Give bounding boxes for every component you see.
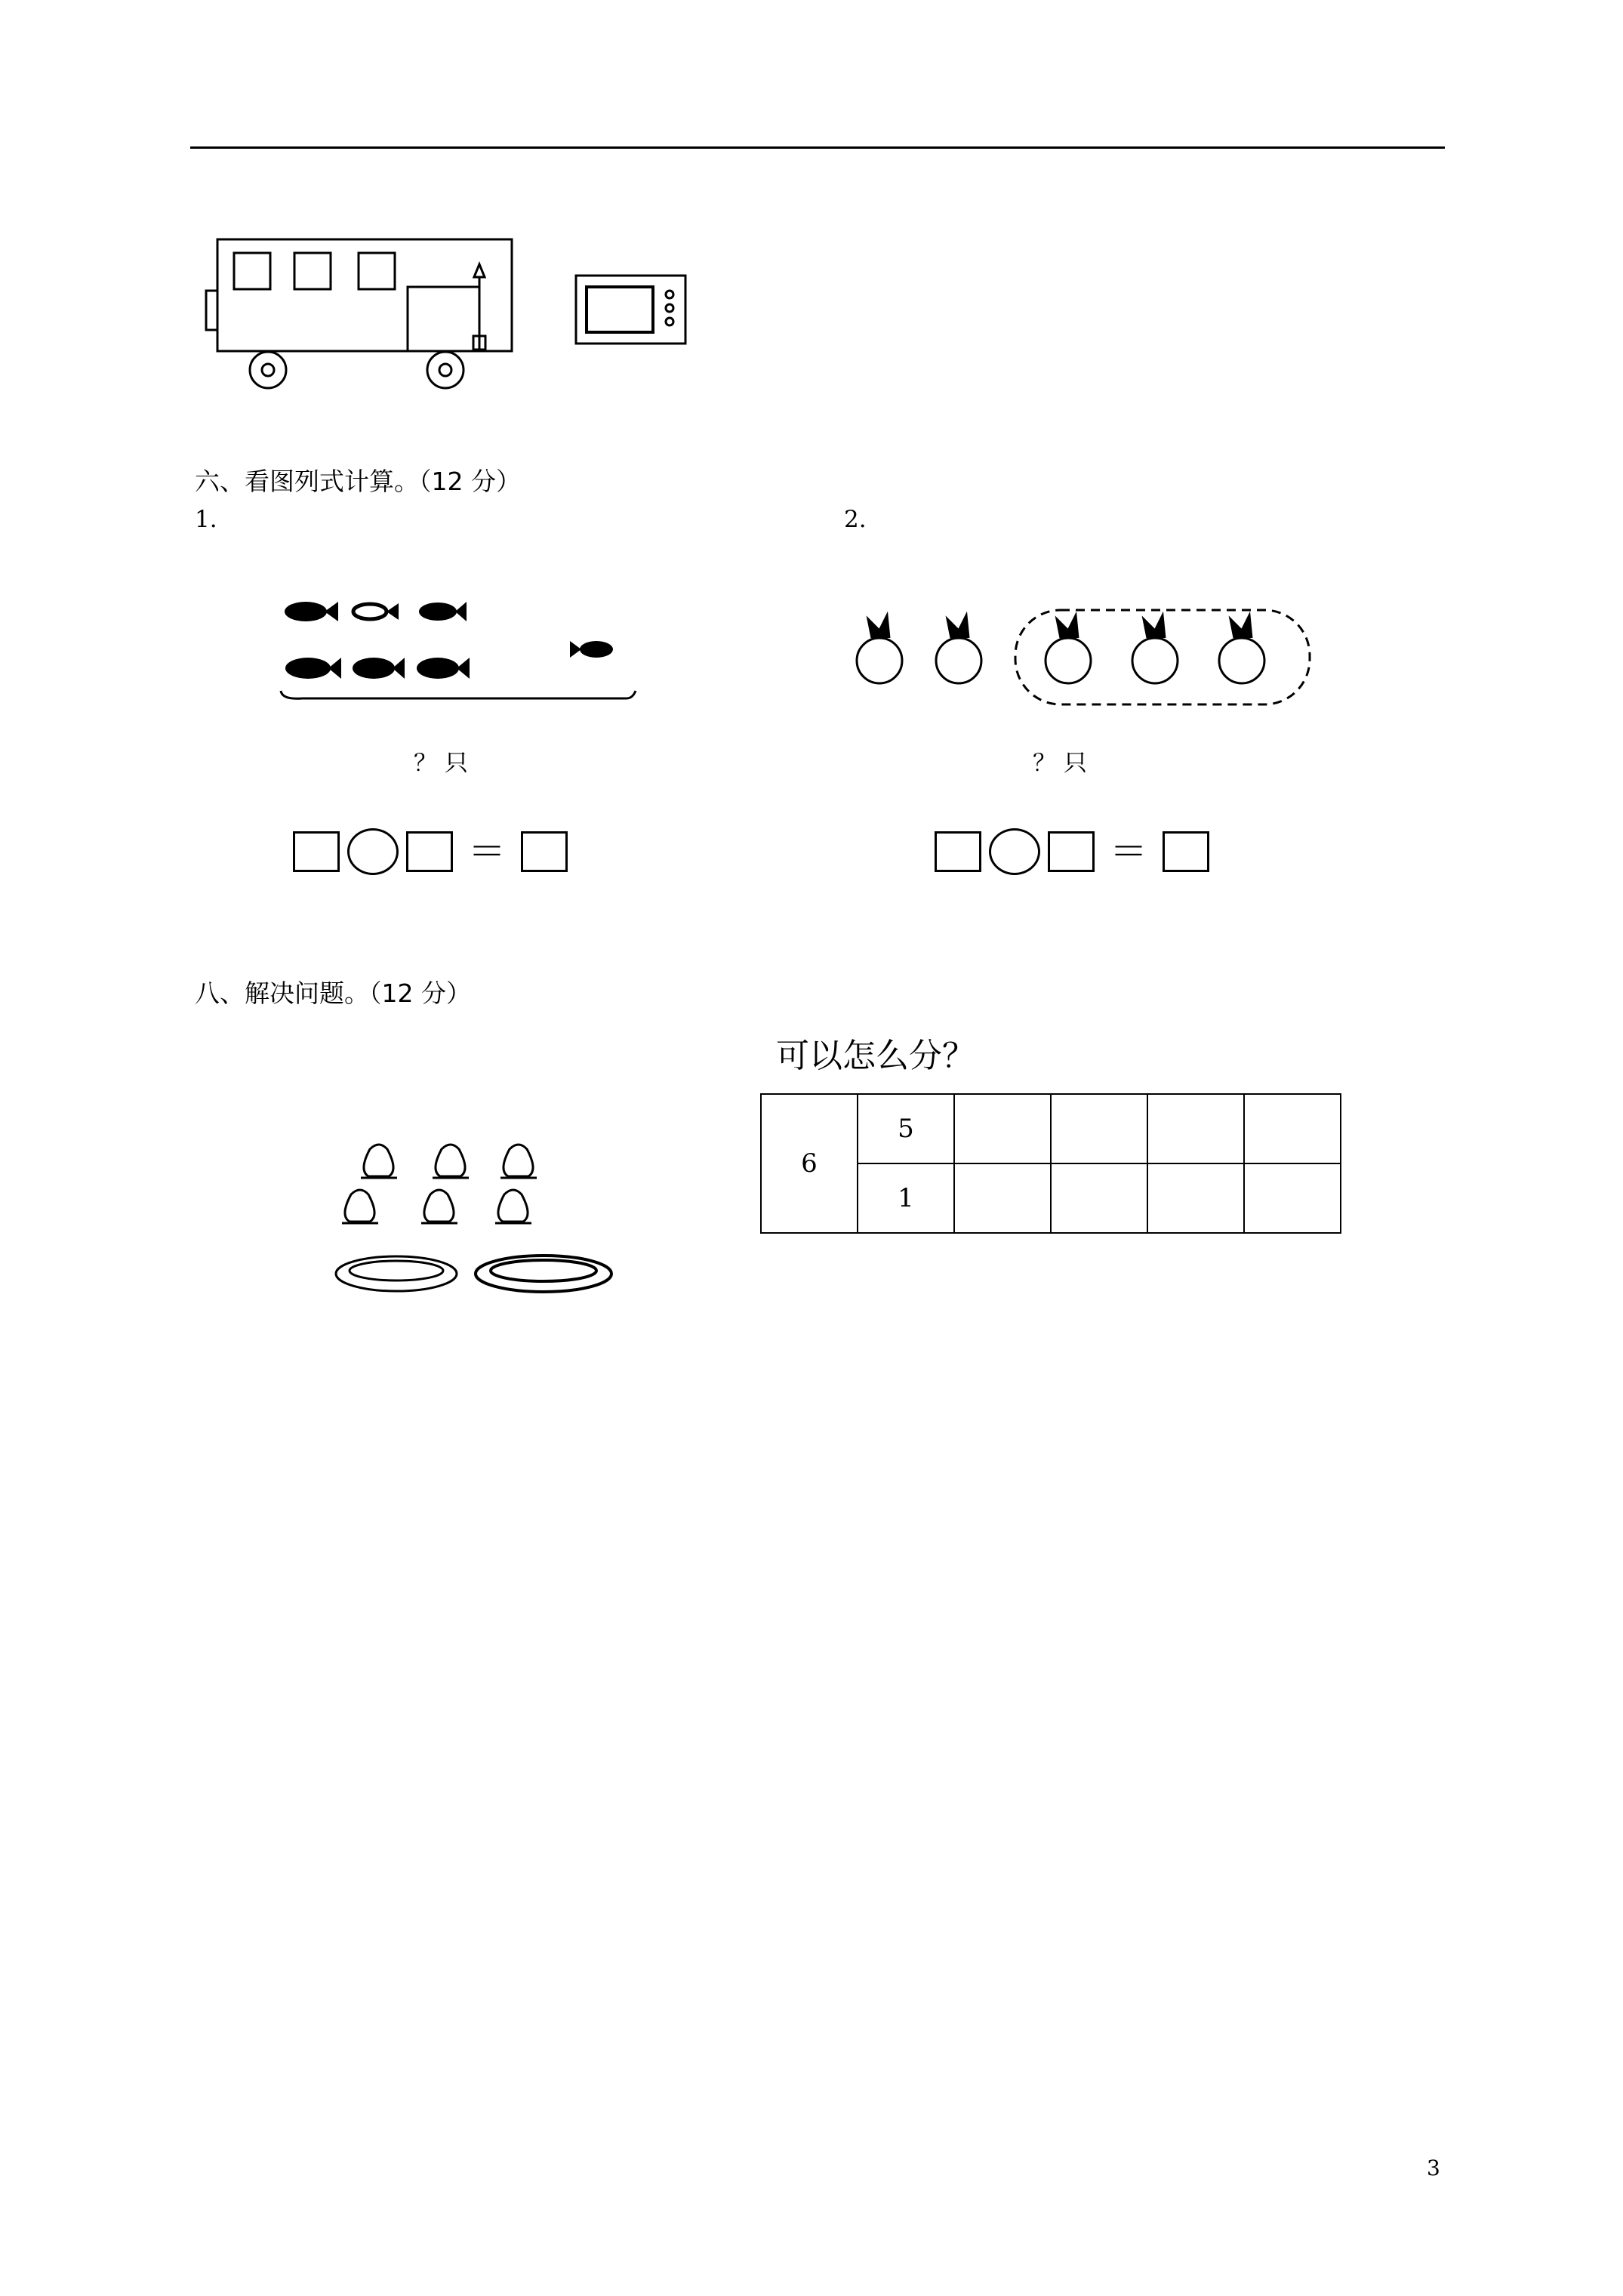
answer-cell[interactable] — [1051, 1163, 1147, 1233]
header-rule — [190, 146, 1445, 149]
part-cell: 1 — [858, 1163, 954, 1233]
radish-3 — [1046, 615, 1091, 683]
equation-2 — [935, 828, 1209, 875]
answer-box[interactable] — [935, 831, 981, 872]
page-number: 3 — [1427, 2156, 1440, 2180]
answer-cell[interactable] — [954, 1163, 1051, 1233]
answer-cell[interactable] — [1147, 1094, 1244, 1163]
equals-sign: ＝ — [1110, 830, 1147, 874]
question-1-label: ？ 只 — [414, 750, 468, 777]
answer-cell[interactable] — [1244, 1094, 1341, 1163]
peach — [361, 1145, 397, 1178]
radish-2 — [936, 615, 981, 683]
answer-cell[interactable] — [1051, 1094, 1147, 1163]
bus-and-tv-illustration — [192, 193, 721, 404]
section-6-title: 六、看图列式计算。（12 分） — [195, 467, 521, 496]
radish-4 — [1132, 615, 1178, 683]
answer-cell[interactable] — [954, 1094, 1051, 1163]
bus-illustration — [206, 239, 512, 388]
peaches-and-plates-illustration — [325, 1133, 627, 1314]
peach — [433, 1145, 469, 1178]
answer-cell[interactable] — [1147, 1163, 1244, 1233]
result-box[interactable] — [521, 831, 568, 872]
question-2-label: ？ 只 — [1033, 750, 1087, 777]
answer-box[interactable] — [1048, 831, 1095, 872]
answer-box[interactable] — [293, 831, 340, 872]
operator-circle[interactable] — [347, 828, 399, 875]
section-8-title: 八、解决问题。（12 分） — [195, 978, 471, 1008]
radish-5 — [1219, 615, 1264, 683]
peach — [421, 1190, 457, 1223]
brace-line — [281, 691, 636, 698]
part-cell: 5 — [858, 1094, 954, 1163]
fish-illustration — [272, 585, 649, 713]
question-text: 可以怎么分？ — [776, 1037, 975, 1075]
plate — [336, 1256, 457, 1291]
equals-sign: ＝ — [468, 830, 506, 874]
plate — [476, 1256, 611, 1292]
radish-illustration — [845, 589, 1313, 717]
answer-cell[interactable] — [1244, 1163, 1341, 1233]
question-2-number: 2. — [844, 506, 867, 533]
tv-illustration — [576, 276, 685, 344]
total-cell: 6 — [761, 1094, 858, 1233]
split-table — [760, 1093, 1341, 1234]
peach — [495, 1190, 531, 1223]
operator-circle[interactable] — [989, 828, 1040, 875]
peach — [500, 1145, 537, 1178]
equation-1 — [293, 828, 568, 875]
question-1-number: 1. — [195, 506, 217, 533]
answer-box[interactable] — [406, 831, 453, 872]
peach — [342, 1190, 378, 1223]
radish-1 — [857, 615, 902, 683]
result-box[interactable] — [1163, 831, 1209, 872]
